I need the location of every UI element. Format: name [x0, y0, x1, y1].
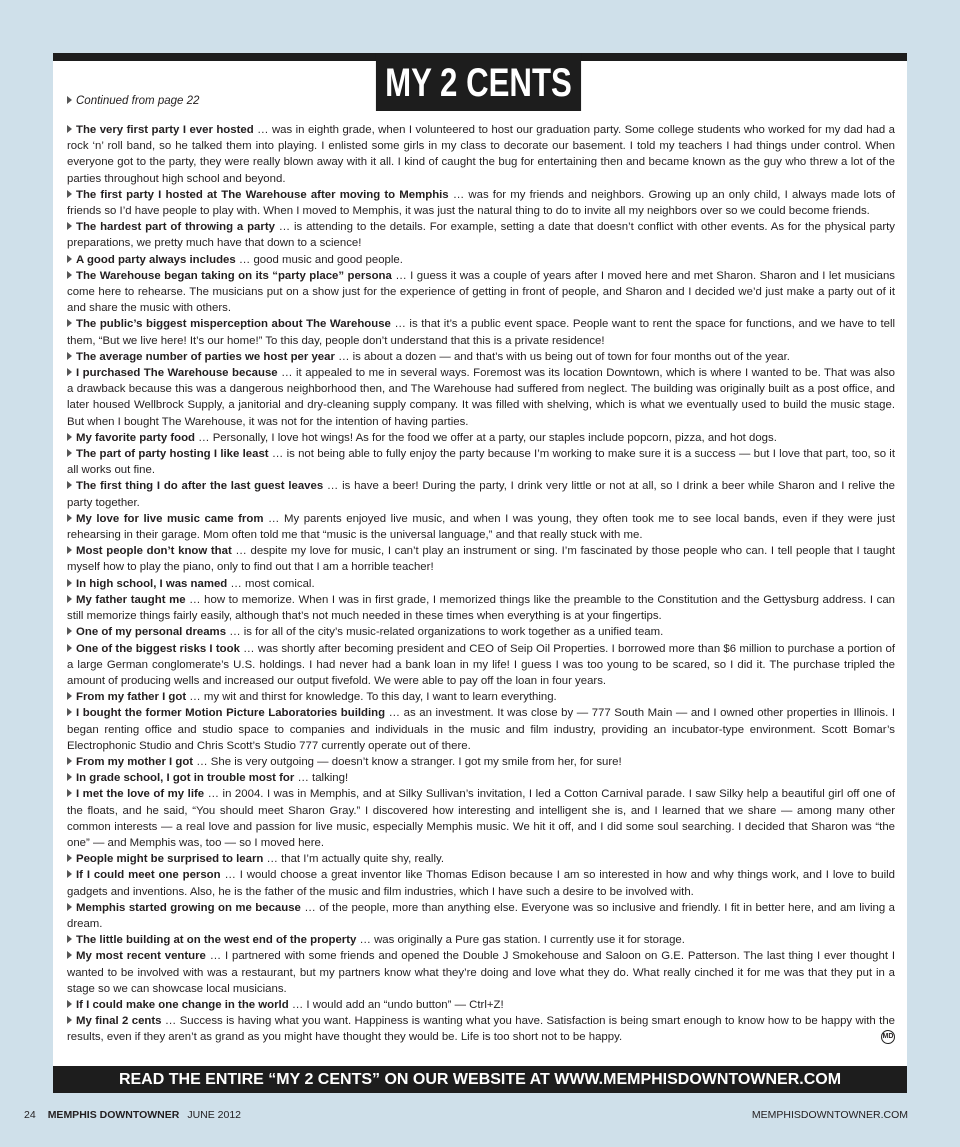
triangle-bullet-icon	[67, 546, 72, 554]
qa-item	[67, 867, 895, 899]
qa-item	[67, 592, 895, 624]
qa-lead: From my father I got	[76, 691, 187, 704]
qa-lead: The average number of parties we host per year	[76, 350, 335, 363]
triangle-bullet-icon	[67, 644, 72, 652]
qa-item	[67, 1013, 895, 1045]
qa-lead: In grade school, I got in trouble most for	[76, 772, 295, 785]
triangle-bullet-icon	[67, 319, 72, 327]
qa-item	[67, 316, 895, 348]
qa-item	[67, 851, 895, 867]
qa-item	[67, 576, 895, 592]
qa-item	[67, 478, 895, 510]
triangle-bullet-icon	[67, 96, 72, 104]
qa-item	[67, 187, 895, 219]
continued-text: Continued from page 22	[76, 95, 200, 107]
qa-text: … my wit and thirst for knowledge. To this day, I want to learn everything.	[186, 691, 557, 704]
qa-lead: People might be surprised to learn	[76, 853, 264, 866]
triangle-bullet-icon	[67, 773, 72, 781]
qa-lead: My final 2 cents	[76, 1015, 162, 1028]
triangle-bullet-icon	[67, 692, 72, 700]
qa-item	[67, 365, 895, 430]
triangle-bullet-icon	[67, 935, 72, 943]
qa-lead: The Warehouse began taking on its “party place” persona	[76, 269, 392, 282]
qa-text: … of the people, more than anything else. Everyone was so inclusive and friendly. I fit in better here, and am living a dream.	[67, 901, 895, 930]
qa-text: … that I’m actually quite shy, really.	[263, 853, 444, 866]
qa-text: … Personally, I love hot wings! As for the food we offer at a party, our staples include popcorn, pizza, and hot dogs.	[194, 431, 777, 444]
qa-text: … I would choose a great inventor like Thomas Edison because I am so interested in how and why things work, and I love to build gadgets and inventions. Also, he is the father of the music and film industries, which I have such a desire to be involved with.	[67, 869, 895, 898]
triangle-bullet-icon	[67, 449, 72, 457]
qa-item	[67, 705, 895, 754]
qa-lead: A good party always includes	[76, 253, 236, 266]
qa-item	[67, 689, 895, 705]
issue-date: JUNE 2012	[187, 1109, 242, 1121]
qa-text: … despite my love for music, I can’t play an instrument or sing. I’m fascinated by those people who can. I tell people that I taught myself how to play the piano, only to find out that I am a horrible teacher!	[67, 545, 895, 574]
qa-text: … is that it’s a public event space. People want to rent the space for functions, and we have to tell them, “But we live here! It’s our home!” To this day, people don’t understand that this is a private residence!	[67, 318, 896, 347]
qa-text: … is not being able to fully enjoy the party because I’m working to make sure it is a success — but I love that part, too, so it all works out fine.	[67, 448, 896, 477]
triangle-bullet-icon	[67, 854, 72, 862]
qa-item	[67, 641, 895, 690]
qa-text: … good music and good people.	[235, 253, 403, 266]
qa-lead: The little building at on the west end of the property	[76, 934, 357, 947]
qa-text: … as an investment. It was close by — 777 South Main — and I owned other properties in Illinois. I began renting office and studio space to companies and individuals in the music and film industry, providing an incubator-type environment. Scott Bomar’s Electrophonic Studio and Chris Scott’s Studio 777 currently operate out of there.	[67, 707, 895, 752]
qa-item	[67, 122, 895, 187]
qa-lead: The first thing I do after the last guest leaves	[76, 480, 324, 493]
qa-lead: The hardest part of throwing a party	[76, 221, 275, 234]
website-link[interactable]: MEMPHISDOWNTOWNER.COM	[751, 1109, 908, 1121]
qa-text: … was for my friends and neighbors. Growing up an only child, I always made lots of friends so I’d have people to play with. When I moved to Memphis, it was just the natural thing to do to invite all my neighbors over so we could become friends.	[67, 188, 895, 218]
triangle-bullet-icon	[67, 708, 72, 716]
end-mark-logo-icon: MD	[881, 1030, 895, 1044]
qa-lead: The public’s biggest misperception about The Warehouse	[76, 318, 391, 331]
qa-text: … how to memorize. When I was in first grade, I memorized things like the preamble to the Constitution and the Gettysburg address. I can still memorize things fairly easily, although that’s not much needed in these times when everything is at your fingertips.	[67, 593, 895, 623]
triangle-bullet-icon	[67, 757, 72, 765]
qa-lead: I bought the former Motion Picture Laboratories building	[76, 707, 386, 720]
qa-text: … is have a beer! During the party, I drink very little or not at all, so I drink a beer while Sharon and I relive the party together.	[67, 480, 895, 509]
triangle-bullet-icon	[67, 125, 72, 133]
triangle-bullet-icon	[67, 627, 72, 635]
qa-lead: The very first party I ever hosted	[76, 124, 254, 136]
qa-item	[67, 770, 895, 786]
qa-text: … talking!	[294, 772, 349, 785]
qa-item	[67, 624, 895, 640]
triangle-bullet-icon	[67, 190, 72, 198]
triangle-bullet-icon	[67, 255, 72, 263]
qa-lead: My most recent venture	[76, 950, 206, 963]
triangle-bullet-icon	[67, 789, 72, 797]
triangle-bullet-icon	[67, 579, 72, 587]
qa-text: … She is very outgoing — doesn’t know a stranger. I got my smile from her, for sure!	[193, 755, 622, 768]
triangle-bullet-icon	[67, 352, 72, 360]
qa-item	[67, 252, 895, 268]
qa-lead: The part of party hosting I like least	[76, 448, 269, 461]
triangle-bullet-icon	[67, 903, 72, 911]
triangle-bullet-icon	[67, 433, 72, 441]
qa-lead: If I could make one change in the world	[76, 998, 289, 1011]
article-body	[67, 122, 895, 1046]
triangle-bullet-icon	[67, 1000, 72, 1008]
qa-text: … is for all of the city’s music-related organizations to work together as a unified team.	[226, 626, 664, 639]
qa-item	[67, 543, 895, 575]
qa-item	[67, 349, 895, 365]
website-banner[interactable]: READ THE ENTIRE “MY 2 CENTS” ON OUR WEBSITE AT WWW.MEMPHISDOWNTOWNER.COM	[53, 1066, 907, 1093]
qa-text: … I guess it was a couple of years after I moved here and met Sharon. Sharon and I let musicians come here to rehearse. The musicians put on a show just for the experience of getting in front of people, and Sharon and I decided we’d just make a party out of it and share the music with others.	[67, 269, 895, 315]
page-number: 24	[24, 1109, 36, 1121]
qa-text: … is attending to the details. For example, setting a date that doesn’t conflict with other events. As for the physical party preparations, we pretty much have that down to a science!	[67, 221, 895, 250]
qa-text: … I partnered with some friends and opened the Double J Smokehouse and Saloon on G.E. Patterson. The last thing I ever thought I wanted to be involved with was a restaurant, but my partners know what they’re doing and love what they do. What really cinched it for me was that they put in a stage so we can showcase local musicians.	[67, 950, 895, 995]
triangle-bullet-icon	[67, 870, 72, 878]
qa-lead: One of the biggest risks I took	[76, 642, 240, 655]
triangle-bullet-icon	[67, 1016, 72, 1024]
qa-lead: If I could meet one person	[76, 869, 221, 882]
publication-name: MEMPHIS DOWNTOWNER	[47, 1109, 180, 1121]
qa-lead: The first party I hosted at The Warehouse after moving to Memphis	[76, 188, 449, 201]
triangle-bullet-icon	[67, 481, 72, 489]
qa-item	[67, 511, 895, 543]
qa-item	[67, 219, 895, 251]
qa-text: … was shortly after becoming president and CEO of Seip Oil Properties. I borrowed more than $6 million to purchase a portion of a large German conglomerate’s U.S. holdings. I had never had a bank loan in my life! I guess I was too young to be scared, so I did it. The purchase tripled the amount of producing wells and increased our output fivefold. We were able to pay off the loan in four years.	[67, 642, 895, 687]
qa-text: … most comical.	[227, 577, 315, 590]
qa-lead: My father taught me	[76, 593, 186, 606]
qa-text: … was originally a Pure gas station. I currently use it for storage.	[356, 934, 685, 947]
triangle-bullet-icon	[67, 368, 72, 376]
qa-item	[67, 754, 895, 770]
qa-text: … My parents enjoyed live music, and when I was young, they often took me to see local bands, even if they were just rehearsing in their garage. Mom often told me that “music is the universal language,” and that really stuck with me.	[67, 512, 896, 542]
qa-lead: My favorite party food	[76, 431, 195, 444]
qa-lead: Memphis started growing on me because	[76, 901, 301, 914]
section-title: MY 2 CENTS	[376, 53, 581, 111]
qa-item	[67, 268, 895, 317]
qa-text: … Success is having what you want. Happiness is wanting what you have. Satisfaction is being smart enough to know how to be happy with the results, even if they aren’t as grand as you might have thought they would be. Life is too short not to be happy.	[67, 1015, 895, 1044]
qa-item	[67, 900, 895, 932]
qa-lead: My love for live music came from	[76, 512, 264, 525]
qa-lead: I met the love of my life	[76, 788, 205, 801]
qa-text: … in 2004. I was in Memphis, and at Silky Sullivan’s invitation, I led a Cotton Carnival parade. I saw Silky help a beautiful girl off one of the floats, and he said, “You should meet Sharon Gray.” I discovered how interesting and intelligent she is, and I learned that we share — among many other common interests — a real love and passion for live music, especially Memphis music. We hit it off, and I did some soul searching. I decided that Sharon was “the one” — and Memphis was, too — so I moved here.	[67, 788, 895, 849]
qa-text: … is about a dozen — and that’s with us being out of town for four months out of the year.	[334, 350, 790, 363]
qa-text: … it appealed to me in several ways. Foremost was its location Downtown, which is where I wanted to be. That was also a drawback because this was a dangerous neighborhood then, and The Warehouse had suffered from neglect. The building was originally built as a post office, and later housed Wellbrock Supply, a janitorial and dry-cleaning supply company. It was filled with shelving, which is what we eventually used to build the music stage. But when I bought The Warehouse, it was not for the intention of having parties.	[67, 367, 895, 428]
qa-item	[67, 446, 895, 478]
triangle-bullet-icon	[67, 595, 72, 603]
qa-lead: Most people don’t know that	[76, 545, 232, 558]
triangle-bullet-icon	[67, 271, 72, 279]
qa-lead: From my mother I got	[76, 755, 194, 768]
qa-lead: I purchased The Warehouse because	[76, 367, 278, 380]
qa-text: … was in eighth grade, when I volunteered to host our graduation party. Some college students who worked for my dad had a rock ‘n’ roll band, so he talked them into playing. I enlisted some girls in my class to decorate our basement. I told my teachers I had things under control. When everyone got to the party, they were really blown away with it all. I kind of caught the bug for entertaining then and became known as the guy who threw a lot of the parties throughout high school and beyond.	[67, 124, 895, 185]
qa-lead: One of my personal dreams	[76, 626, 227, 639]
qa-text: … I would add an “undo button” — Ctrl+Z!	[288, 998, 504, 1011]
triangle-bullet-icon	[67, 222, 72, 230]
qa-item	[67, 997, 895, 1013]
qa-item	[67, 948, 895, 997]
continued-note	[67, 95, 199, 107]
qa-item	[67, 932, 895, 948]
triangle-bullet-icon	[67, 514, 72, 522]
qa-item	[67, 786, 895, 851]
qa-item	[67, 430, 895, 446]
triangle-bullet-icon	[67, 951, 72, 959]
qa-lead: In high school, I was named	[76, 577, 228, 590]
